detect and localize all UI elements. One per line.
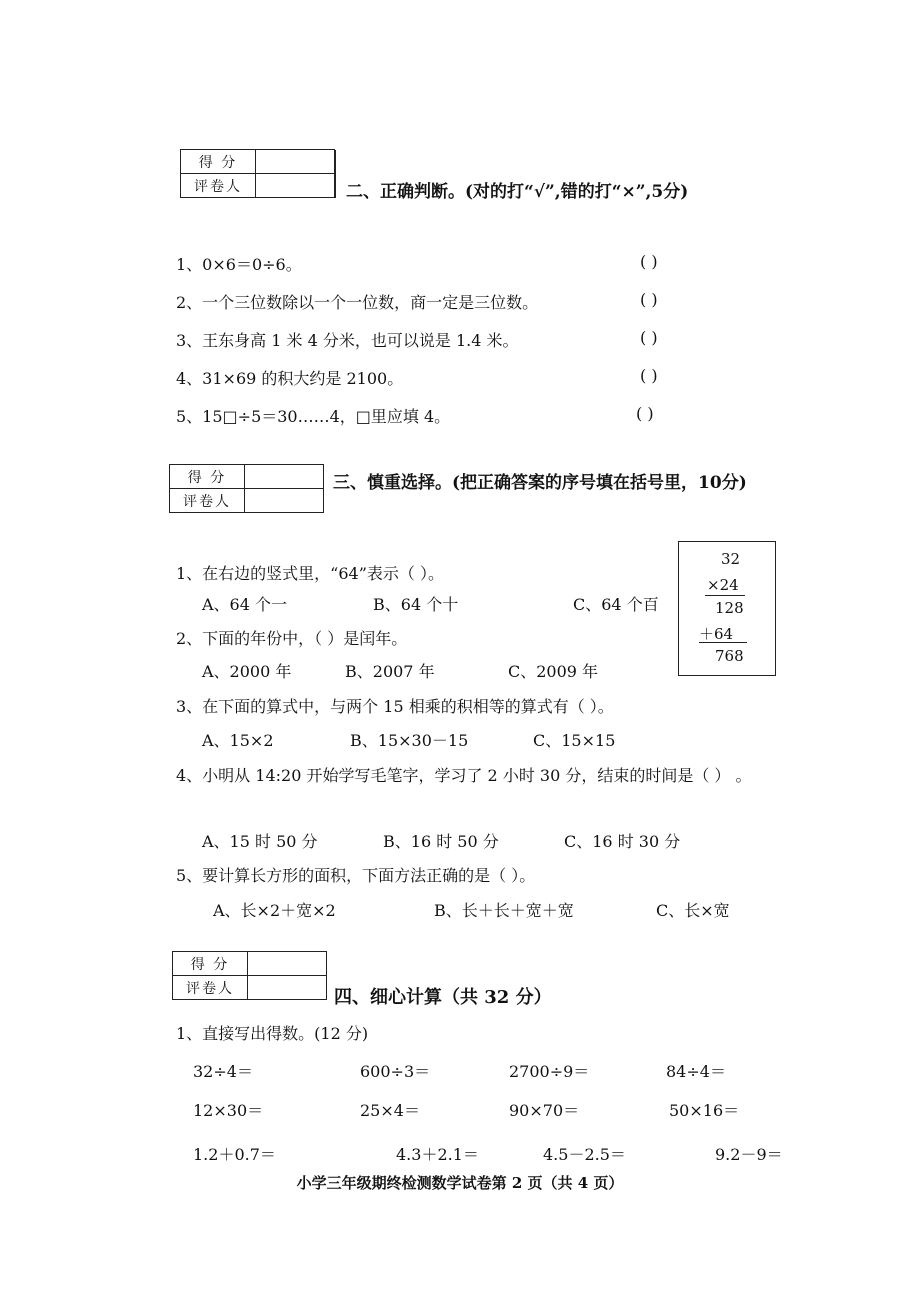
score-box-section2	[180, 149, 335, 198]
page-footer: 小学三年级期终检测数学试卷第 2 页（共 4 页）	[296, 1174, 624, 1192]
section3-q5-option-b[interactable]: B、长＋长＋宽＋宽	[434, 901, 574, 920]
section3-q1-option-c[interactable]: C、64 个百	[573, 595, 659, 614]
section4-subtitle-1: 1、直接写出得数。(12 分)	[176, 1024, 369, 1043]
score-label: 得 分	[173, 952, 248, 976]
calc-problem: 12×30＝	[193, 1101, 264, 1120]
section3-q1-option-a[interactable]: A、64 个一	[202, 595, 288, 614]
section3-q4-option-b[interactable]: B、16 时 50 分	[383, 832, 499, 851]
calc-problem: 25×4＝	[360, 1101, 420, 1120]
score-field[interactable]	[256, 150, 335, 174]
calc-line-2: ×24	[707, 576, 739, 594]
section3-title: 三、慎重选择。(把正确答案的序号填在括号里，10分)	[333, 473, 747, 493]
section2-title: 二、正确判断。(对的打“√”,错的打“×”,5分)	[346, 182, 689, 202]
calc-underline-2	[699, 642, 747, 643]
section3-q2-option-b[interactable]: B、2007 年	[345, 662, 435, 681]
section2-answer-4[interactable]: ( )	[640, 366, 658, 385]
section2-answer-3[interactable]: ( )	[640, 328, 658, 347]
score-box-section4	[172, 951, 327, 1000]
score-label: 得 分	[181, 150, 256, 174]
section3-question-2: 2、下面的年份中，（ ）是闰年。	[176, 629, 408, 648]
calc-problem: 2700÷9＝	[509, 1062, 590, 1081]
section3-q5-option-a[interactable]: A、长×2＋宽×2	[213, 901, 336, 920]
calc-underline-1	[705, 595, 745, 596]
grader-field[interactable]	[245, 489, 324, 513]
score-field[interactable]	[245, 465, 324, 489]
section3-q3-option-b[interactable]: B、15×30－15	[350, 731, 469, 750]
section3-question-3: 3、在下面的算式中，与两个 15 相乘的积相等的算式有（ ）。	[176, 697, 614, 716]
grader-label: 评卷人	[173, 976, 248, 1000]
section3-q1-option-b[interactable]: B、64 个十	[373, 595, 459, 614]
calc-line-4: ＋64	[699, 625, 734, 643]
section2-item-3: 3、王东身高 1 米 4 分米，也可以说是 1.4 米。	[176, 331, 519, 350]
grader-field[interactable]	[248, 976, 327, 1000]
section2-answer-1[interactable]: ( )	[640, 252, 658, 271]
score-box-section3	[169, 464, 324, 513]
calc-problem: 600÷3＝	[360, 1062, 431, 1081]
calc-problem: 90×70＝	[509, 1101, 580, 1120]
section3-q3-option-c[interactable]: C、15×15	[533, 731, 616, 750]
score-box-divider	[335, 150, 336, 198]
section3-q3-option-a[interactable]: A、15×2	[202, 731, 274, 750]
section2-answer-2[interactable]: ( )	[640, 290, 658, 309]
section3-q4-option-c[interactable]: C、16 时 30 分	[564, 832, 681, 851]
calc-problem: 84÷4＝	[666, 1062, 726, 1081]
section3-q4-option-a[interactable]: A、15 时 50 分	[202, 832, 318, 851]
section3-question-4: 4、小明从 14:20 开始学写毛笔字，学习了 2 小时 30 分，结束的时间是（ ） 。	[176, 766, 752, 785]
calc-problem: 32÷4＝	[193, 1062, 253, 1081]
section3-question-1: 1、在右边的竖式里，“64”表示（ ）。	[176, 564, 444, 583]
section2-item-1: 1、0×6＝0÷6。	[176, 255, 302, 274]
calc-line-3: 128	[715, 599, 744, 617]
section2-item-2: 2、一个三位数除以一个一位数，商一定是三位数。	[176, 293, 539, 312]
calc-line-1: 32	[721, 550, 741, 568]
grader-label: 评卷人	[170, 489, 245, 513]
calc-problem: 4.3＋2.1＝	[396, 1145, 479, 1164]
section2-answer-5[interactable]: ( )	[636, 404, 654, 423]
calc-problem: 9.2－9＝	[715, 1145, 783, 1164]
section4-title: 四、细心计算（共 32 分）	[334, 987, 552, 1008]
section3-q2-option-a[interactable]: A、2000 年	[202, 662, 292, 681]
grader-label: 评卷人	[181, 174, 256, 198]
calc-problem: 4.5－2.5＝	[543, 1145, 626, 1164]
section2-item-5: 5、15□÷5＝30……4，□里应填 4。	[176, 407, 451, 426]
section2-item-4: 4、31×69 的积大约是 2100。	[176, 369, 404, 388]
score-label: 得 分	[170, 465, 245, 489]
score-field[interactable]	[248, 952, 327, 976]
calc-problem: 50×16＝	[669, 1101, 740, 1120]
section3-q2-option-c[interactable]: C、2009 年	[508, 662, 599, 681]
section3-q5-option-c[interactable]: C、长×宽	[656, 901, 730, 920]
vertical-calculation-box	[678, 541, 776, 676]
section3-question-5: 5、要计算长方形的面积，下面方法正确的是（ ）。	[176, 866, 536, 885]
calc-line-5: 768	[715, 647, 744, 665]
calc-problem: 1.2＋0.7＝	[193, 1145, 276, 1164]
grader-field[interactable]	[256, 174, 335, 198]
